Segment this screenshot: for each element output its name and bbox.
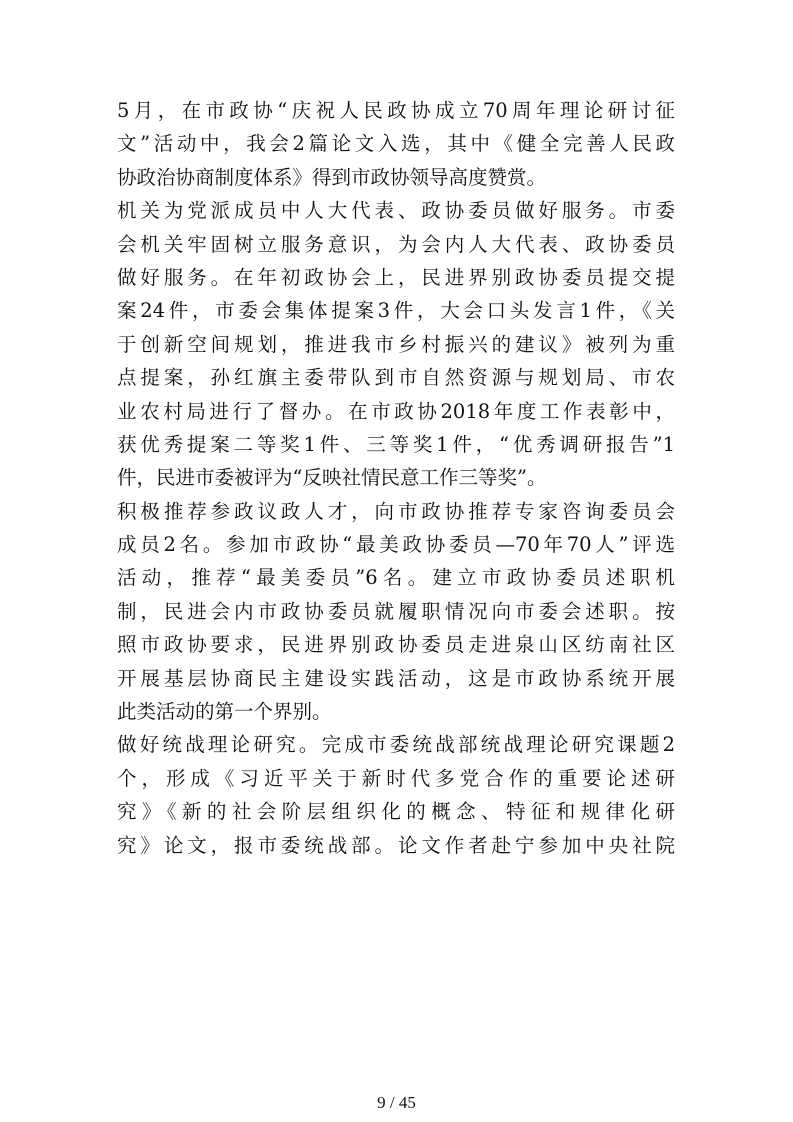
- paragraph-zhengwen: [117, 94, 675, 194]
- text-line: 点提案，孙红旗主委带队到市自然资源与规划局、市农: [117, 366, 675, 390]
- text-line: 机关为党派成员中人大代表、政协委员做好服务。市委: [117, 199, 675, 223]
- document-body: [117, 94, 675, 862]
- text-line: 案24件，市委会集体提案3件，大会口头发言1件，《关: [117, 299, 675, 323]
- text-line: 于创新空间规划，推进我市乡村振兴的建议》被列为重: [117, 332, 675, 356]
- text-line: 5月，在市政协“庆祝人民政协成立70周年理论研讨征: [117, 99, 675, 122]
- text-line: 积极推荐参政议政人才，向市政协推荐专家咨询委员会: [117, 499, 675, 523]
- paragraph-service: [117, 194, 675, 495]
- paragraph-talent: [117, 495, 675, 729]
- text-line: 开展基层协商民主建设实践活动，这是市政协系统开展: [117, 666, 675, 690]
- text-line: 活动，推荐“最美委员”6名。建立市政协委员述职机: [117, 566, 675, 590]
- text-line: 件，民进市委被评为“反映社情民意工作三等奖”。: [117, 466, 547, 490]
- page-number: 9 / 45: [377, 1093, 416, 1112]
- text-line: 成员2名。参加市政协“最美政协委员—70年70人”评选: [117, 533, 675, 557]
- text-line: 文”活动中，我会2篇论文入选，其中《健全完善人民政: [117, 132, 675, 156]
- text-line: 此类活动的第一个界别。: [117, 700, 332, 724]
- text-line: 获优秀提案二等奖1件、三等奖1件，“优秀调研报告”1: [117, 432, 675, 456]
- text-line: 会机关牢固树立服务意识，为会内人大代表、政协委员: [117, 232, 675, 256]
- text-line: 协政治协商制度体系》得到市政协领导高度赞赏。: [117, 165, 547, 189]
- text-line: 业农村局进行了督办。在市政协2018年度工作表彰中，: [117, 399, 675, 423]
- text-line: 个，形成《习近平关于新时代多党合作的重要论述研: [117, 766, 675, 790]
- text-line: 做好服务。在年初政协会上，民进界别政协委员提交提: [117, 265, 675, 289]
- text-line: 究》论文，报市委统战部。论文作者赴宁参加中央社院: [117, 833, 675, 857]
- text-line: 做好统战理论研究。完成市委统战部统战理论研究课题2: [117, 733, 675, 757]
- text-line: 制，民进会内市政协委员就履职情况向市委会述职。按: [117, 599, 675, 623]
- text-line: 究》《新的社会阶层组织化的概念、特征和规律化研: [117, 800, 675, 824]
- paragraph-theory: [117, 728, 675, 862]
- text-line: 照市政协要求，民进界别政协委员走进泉山区纺南社区: [117, 633, 675, 657]
